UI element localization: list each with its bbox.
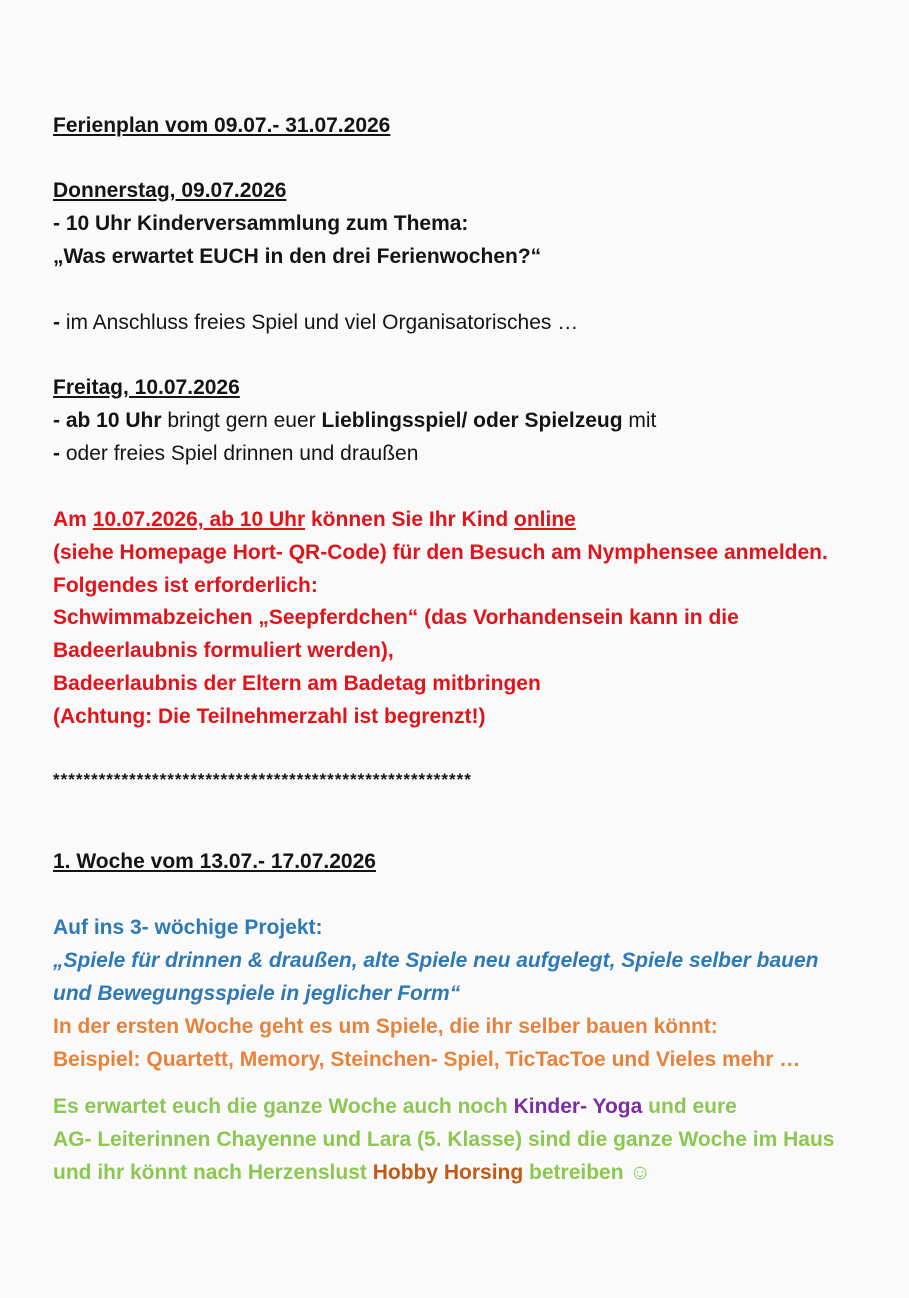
week1-orange-line-2: Beispiel: Quartett, Memory, Steinchen- Spiel, TicTacToe und Vieles mehr … bbox=[53, 1048, 801, 1071]
notice-line-5: Badeerlaubnis formuliert werden), bbox=[53, 639, 394, 662]
notice-line-1-c: können Sie Ihr Kind bbox=[305, 508, 515, 531]
separator: ******************************************************* bbox=[53, 770, 472, 789]
notice-line-3: Folgendes ist erforderlich: bbox=[53, 574, 318, 597]
green-line-1-a: Es erwartet euch die ganze Woche auch noch bbox=[53, 1095, 514, 1118]
green-line-3-c: betreiben ☺ bbox=[523, 1161, 651, 1184]
day2-line-2-text: oder freies Spiel drinnen und draußen bbox=[60, 442, 419, 465]
week1-green-line-1 bbox=[53, 1093, 737, 1121]
day2-line-1-a: - ab 10 Uhr bbox=[53, 409, 162, 432]
day1-line-1: - 10 Uhr Kinderversammlung zum Thema: bbox=[53, 212, 469, 235]
notice-line-6: Badeerlaubnis der Eltern am Badetag mitbringen bbox=[53, 672, 541, 695]
week1-orange-line-1: In der ersten Woche geht es um Spiele, die ihr selber bauen könnt: bbox=[53, 1015, 718, 1038]
day1-heading: Donnerstag, 09.07.2026 bbox=[53, 179, 287, 202]
day2-line-1-b: bringt gern euer bbox=[161, 409, 322, 432]
kinder-yoga: Kinder- Yoga bbox=[513, 1095, 643, 1118]
notice-line-1 bbox=[53, 506, 576, 534]
day1-line-2: „Was erwartet EUCH in den drei Ferienwochen?“ bbox=[53, 245, 542, 268]
green-line-1-c: und eure bbox=[642, 1095, 737, 1118]
notice-line-2: (siehe Homepage Hort- QR-Code) für den Besuch am Nymphensee anmelden. bbox=[53, 541, 828, 564]
week1-green-line-3 bbox=[53, 1159, 651, 1187]
week1-green-line-2: AG- Leiterinnen Chayenne und Lara (5. Klasse) sind die ganze Woche im Haus bbox=[53, 1128, 835, 1151]
week1-heading: 1. Woche vom 13.07.- 17.07.2026 bbox=[53, 850, 376, 873]
notice-line-7: (Achtung: Die Teilnehmerzahl ist begrenzt!) bbox=[53, 705, 486, 728]
day2-line-1-d: mit bbox=[622, 409, 657, 432]
hobby-horsing: Hobby Horsing bbox=[372, 1161, 524, 1184]
day2-line-1 bbox=[53, 407, 656, 435]
project-line-1: „Spiele für drinnen & draußen, alte Spiele neu aufgelegt, Spiele selber bauen bbox=[53, 949, 819, 972]
project-line-2: und Bewegungsspiele in jeglicher Form“ bbox=[53, 982, 461, 1005]
day1-line-3-text: im Anschluss freies Spiel und viel Organisatorisches … bbox=[60, 311, 579, 334]
project-intro: Auf ins 3- wöchige Projekt: bbox=[53, 916, 323, 939]
day1-line-3-dash: - bbox=[53, 311, 60, 334]
day2-heading: Freitag, 10.07.2026 bbox=[53, 376, 240, 399]
day2-line-2 bbox=[53, 440, 418, 468]
notice-line-4: Schwimmabzeichen „Seepferdchen“ (das Vorhandensein kann in die bbox=[53, 606, 739, 629]
notice-line-1-a: Am bbox=[53, 508, 93, 531]
day2-line-2-dash: - bbox=[53, 442, 60, 465]
document-title: Ferienplan vom 09.07.- 31.07.2026 bbox=[53, 114, 391, 137]
green-line-3-a: und ihr könnt nach Herzenslust bbox=[53, 1161, 373, 1184]
day1-line-3 bbox=[53, 309, 578, 337]
day2-line-1-c: Lieblingsspiel/ oder Spielzeug bbox=[321, 409, 623, 432]
notice-online: online bbox=[514, 508, 576, 531]
notice-date-time: 10.07.2026, ab 10 Uhr bbox=[92, 508, 306, 531]
